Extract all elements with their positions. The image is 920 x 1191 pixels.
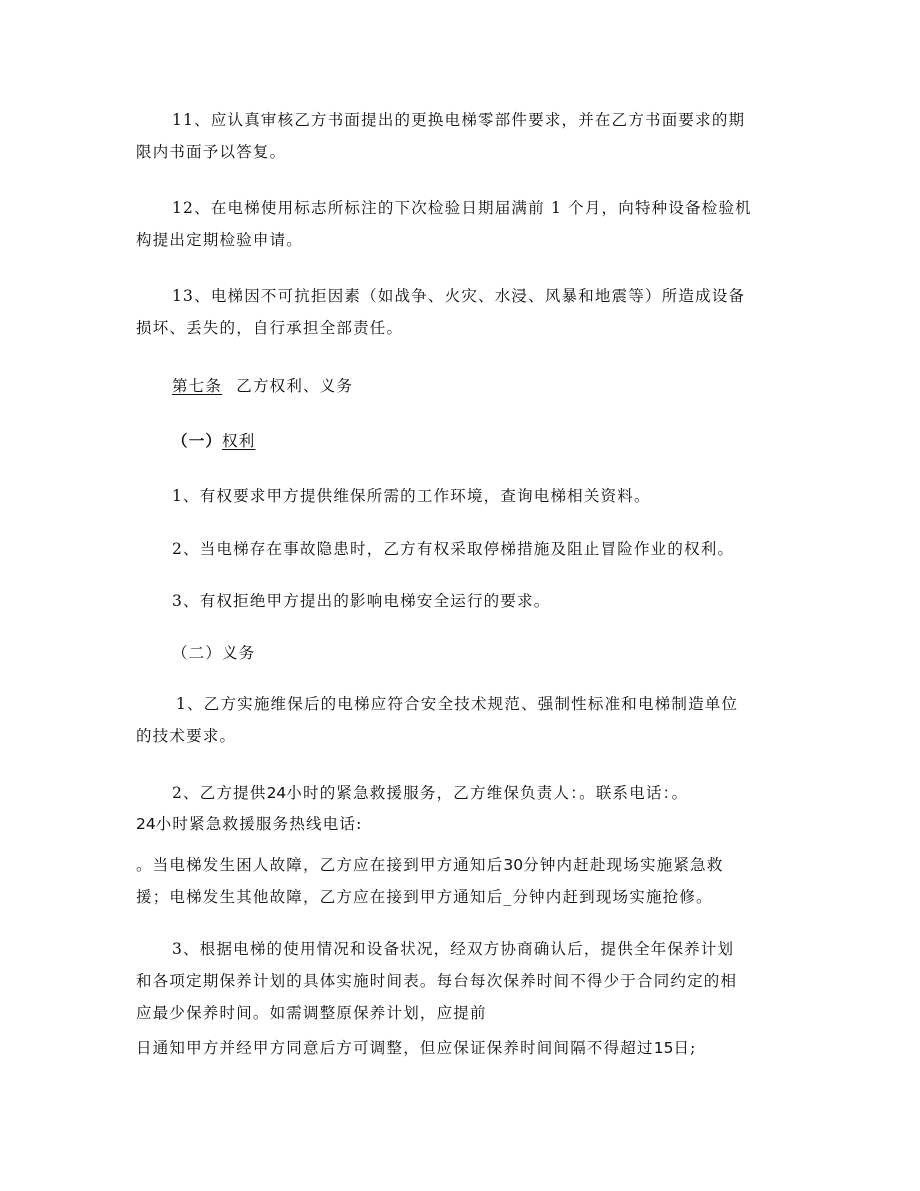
clause-11-line-1: 11、应认真审核乙方书面提出的更换电梯零部件要求，并在乙方书面要求的期 [172, 111, 746, 129]
duty-3-line-4-c: 日; [673, 1039, 697, 1057]
duty-2-line-3 [136, 849, 786, 881]
clause-13 [136, 280, 786, 344]
duty-2-minutes: 30 [503, 856, 524, 874]
clause-13-line-2: 损坏、丢失的，自行承担全部责任。 [136, 319, 404, 337]
rights-heading-text: 权利 [222, 432, 256, 450]
duty-2-line-2 [136, 808, 786, 840]
duty-3-line-1: 3、根据电梯的使用情况和设备状况，经双方协商确认后，提供全年保养计划 [172, 940, 735, 958]
duty-3-line-3: 应最少保养时间。如需调整原保养计划，应提前 [136, 1004, 487, 1022]
article-7-heading [136, 370, 786, 402]
duty-1-line-2: 的技术要求。 [136, 727, 237, 745]
duty-2-text-a: 2、乙方提供 [172, 784, 267, 802]
right-3: 3、有权拒绝甲方提出的影响电梯安全运行的要求。 [172, 592, 551, 610]
duty-1-line-1: 1、乙方实施维保后的电梯应符合安全技术规范、强制性标准和电梯制造单位 [176, 695, 739, 713]
clause-13-line-1: 13、电梯因不可抗拒因素（如战争、火灾、水浸、风暴和地震等）所造成设备 [172, 287, 746, 305]
duty-2-hours: 24 [266, 784, 287, 802]
clause-12 [136, 192, 786, 256]
duty-3-line-2: 和各项定期保养计划的具体实施时间表。每台每次保养时间不得少于合同约定的相 [136, 972, 738, 990]
hotline-hours: 24 [136, 815, 156, 833]
clause-12-line-1: 12、在电梯使用标志所标注的下次检验日期届满前 1 个月，向特种设备检验机 [172, 199, 752, 217]
right-1: 1、有权要求甲方提供维保所需的工作环境，查询电梯相关资料。 [172, 487, 651, 505]
duties-heading: （二）义务 [172, 644, 256, 662]
duty-1 [136, 688, 786, 752]
duty-2-line-3-a: 。当电梯发生困人故障，乙方应在接到甲方通知后 [136, 856, 504, 874]
clause-12-line-2: 构提出定期检验申请。 [136, 231, 304, 249]
duty-2-line-1 [136, 777, 786, 809]
duty-2-text-c: 小时的紧急救援服务，乙方维保负责人：。联系电话：。 [286, 784, 689, 802]
duty-3 [136, 933, 786, 1029]
duty-3-line-4 [136, 1032, 786, 1064]
hotline-label: 小时紧急救援服务热线电话: [155, 815, 363, 833]
rights-heading [136, 425, 786, 457]
duty-2-line-3-c: 分钟内赶赴现场实施紧急救 [523, 856, 724, 874]
article-7-title: 乙方权利、义务 [236, 377, 354, 395]
duty-3-days: 15 [653, 1039, 674, 1057]
right-2: 2、当电梯存在事故隐患时，乙方有权采取停梯措施及阻止冒险作业的权利。 [172, 540, 735, 558]
clause-11-line-2: 限内书面予以答复。 [136, 143, 287, 161]
article-7-label: 第七条 [172, 377, 223, 395]
clause-11 [136, 104, 786, 168]
rights-heading-number: （一） [172, 431, 223, 450]
duty-3-line-4-a: 日通知甲方并经甲方同意后方可调整，但应保证保养时间间隔不得超过 [136, 1039, 654, 1057]
duty-2-line-4: 援；电梯发生其他故障，乙方应在接到甲方通知后_分钟内赶到现场实施抢修。 [136, 888, 713, 906]
